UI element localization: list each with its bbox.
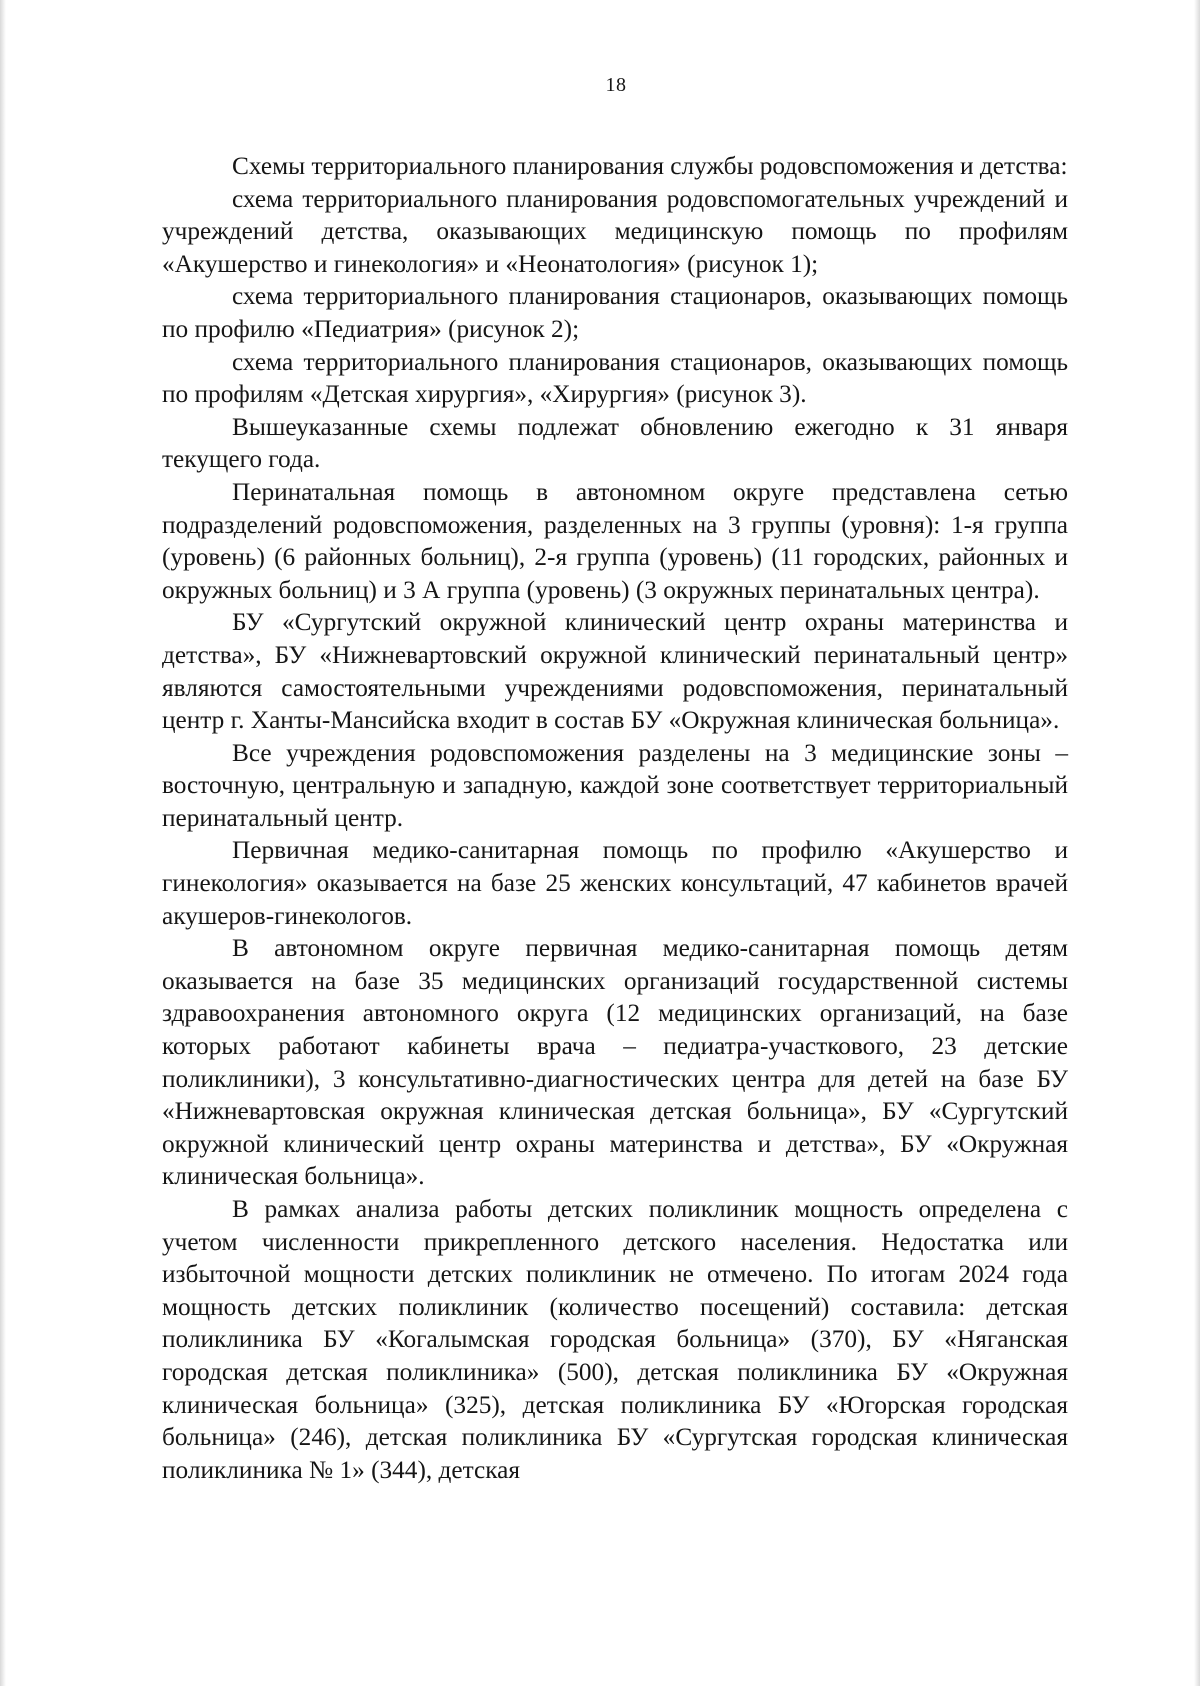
paragraph-primary-care-children: В автономном округе первичная медико-санитарная помощь детям оказывается на базе 35 медицинских организаций государственной системы здравоохранения автономного округа (12 медицинских организаций, на базе которых работают кабинеты врача – педиатра-участкового, 23 детские поликлиники), 3 консультативно-диагностических центра для детей на базе БУ «Нижневартовская окружная клиническая детская больница», БУ «Сургутский окружной клинический центр охраны материнства и детства», БУ «Окружная клиническая больница». [162,934,1068,1191]
scan-edge-right [1194,0,1200,1686]
paragraph-medical-zones: Все учреждения родовспоможения разделены на 3 медицинские зоны – восточную, центральную и западную, каждой зоне соответствует территориальный перинатальный центр. [162,738,1068,832]
page-number: 18 [605,74,627,96]
paragraph-primary-care-obstetrics: Первичная медико-санитарная помощь по профилю «Акушерство и гинекология» оказывается на базе 25 женских консультаций, 47 кабинетов врачей акушеров-гинекологов. [162,836,1068,930]
paragraph-schemes-update: Вышеуказанные схемы подлежат обновлению ежегодно к 31 января текущего года. [162,412,1068,474]
paragraph-schemes-intro: Схемы территориального планирования службы родовспоможения и детства: [232,152,1068,180]
scan-edge-left [0,0,6,1686]
document-body [162,150,1068,1486]
paragraph-scheme-surgery: схема территориального планирования стационаров, оказывающих помощь по профилям «Детская хирургия», «Хирургия» (рисунок 3). [162,347,1068,409]
paragraph-scheme-obstetrics: схема территориального планирования родовспомогательных учреждений и учреждений детства, оказывающих медицинскую помощь по профилям «Акушерство и гинекология» и «Неонатология» (рисунок 1); [162,184,1068,278]
paragraph-scheme-pediatrics: схема территориального планирования стационаров, оказывающих помощь по профилю «Педиатрия» (рисунок 2); [162,282,1068,343]
paragraph-perinatal-care: Перинатальная помощь в автономном округе представлена сетью подразделений родовспоможения, разделенных на 3 группы (уровня): 1-я группа (уровень) (6 районных больниц), 2-я группа (уровень) (11 городских, районных и окружных больниц) и 3 А группа (уровень) (3 окружных перинатальных центра). [162,477,1068,604]
paragraph-perinatal-centers: БУ «Сургутский окружной клинический центр охраны материнства и детства», БУ «Нижневартовский окружной клинический перинатальный центр» являются самостоятельными учреждениями родовспоможения, перинатальный центр г. Ханты-Мансийска входит в состав БУ «Окружная клиническая больница». [162,608,1068,735]
paragraph-polyclinic-capacity: В рамках анализа работы детских поликлиник мощность определена с учетом численности прикрепленного детского населения. Недостатка или избыточной мощности детских поликлиник не отмечено. По итогам 2024 года мощность детских поликлиник (количество посещений) составила: детская поликлиника БУ «Когалымская городская больница» (370), БУ «Няганская городская детская поликлиника» (500), детская поликлиника БУ «Окружная клиническая больница» (325), детская поликлиника БУ «Югорская городская больница» (246), детская поликлиника БУ «Сургутская городская клиническая поликлиника № 1» (344), детская [162,1195,1068,1484]
